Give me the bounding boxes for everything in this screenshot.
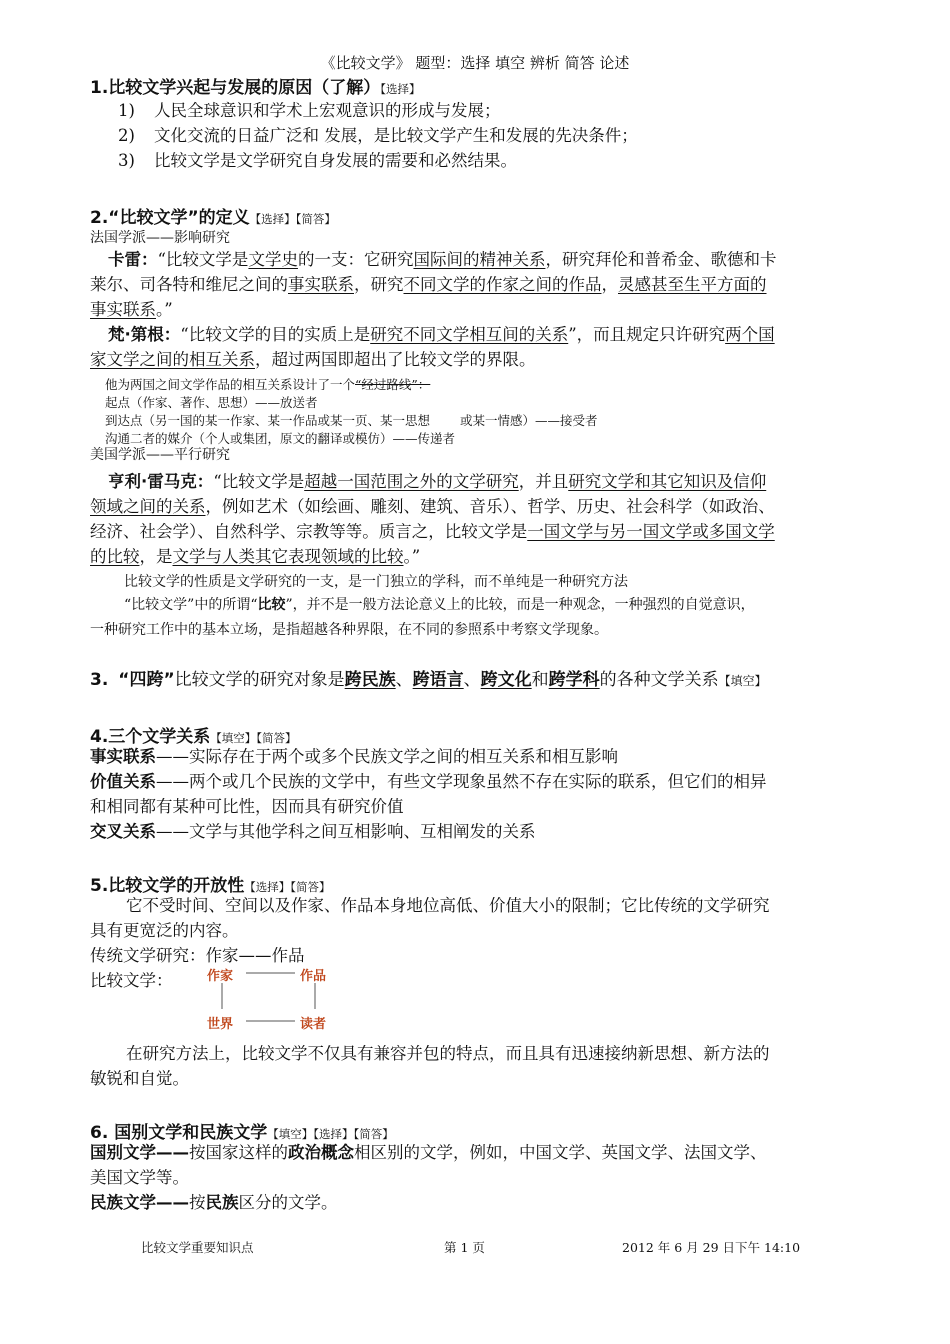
keyword: 跨文化 bbox=[480, 670, 532, 690]
method-line-2: 敏锐和自觉。 bbox=[90, 1069, 189, 1088]
underlined-text: 两个国 bbox=[725, 325, 775, 344]
underlined-text: 一国文学与另一国文学或多国文学 bbox=[527, 522, 775, 541]
relation-term: 交叉关系 bbox=[90, 822, 156, 841]
text-run: “比较文学是 bbox=[157, 250, 249, 269]
list-item bbox=[118, 98, 501, 123]
list-item-text: 文化交流的日益广泛和 发展，是比较文学产生和发展的先决条件； bbox=[154, 126, 638, 145]
route-start: 起点（作家、著作、思想）——放送者 bbox=[105, 395, 318, 410]
bold-text: 民族 bbox=[205, 1193, 239, 1212]
traditional-study: 传统文学研究：作家——作品 bbox=[90, 946, 305, 965]
comparative-study-label: 比较文学： bbox=[90, 971, 173, 990]
remak-name: 亨利·雷马克： bbox=[108, 472, 214, 491]
text-run: 经济、社会学）、自然科学、宗教等等。质言之，比较文学是 bbox=[90, 522, 528, 541]
footer-timestamp: 2012 年 6 月 29 日下午 14:10 bbox=[622, 1240, 801, 1255]
underlined-text: 研究文学和其它知识及信仰 bbox=[568, 472, 767, 491]
term: 国别文学—— bbox=[90, 1143, 189, 1162]
nature-statement: 比较文学的性质是文学研究的一支，是一门独立的学科，而不单纯是一种研究方法 bbox=[124, 574, 628, 590]
section-4-tag: 【填空】【简答】 bbox=[210, 731, 297, 745]
relation-value-cont: 和相同都有某种可比性，因而具有研究价值 bbox=[90, 797, 404, 816]
document-title: 《比较文学》 题型：选择 填空 辨析 简答 论述 bbox=[320, 54, 630, 72]
tieghem-definition-line-1 bbox=[108, 322, 775, 347]
text-run: 区分的文学。 bbox=[238, 1193, 338, 1212]
list-item-text: 比较文学是文学研究自身发展的需要和必然结果。 bbox=[154, 151, 517, 170]
carre-definition-line-2 bbox=[90, 272, 767, 297]
ethnic-literature-line bbox=[90, 1190, 338, 1215]
section-5-tag: 【选择】【简答】 bbox=[244, 880, 331, 894]
national-literature-line-1 bbox=[90, 1140, 767, 1165]
text-run: ，并且 bbox=[518, 472, 569, 491]
text-run: 他为两国之间文学作品的相互关系设计了一个 bbox=[105, 377, 356, 392]
remak-definition-line-3 bbox=[90, 519, 775, 544]
text-run: ”，并不是一般方法论意义上的比较，而是一种观念，一种强烈的自觉意识， bbox=[285, 597, 755, 613]
term: 民族文学—— bbox=[90, 1193, 189, 1212]
diagram-node-reader: 读者 bbox=[300, 1017, 327, 1032]
carre-name: 卡雷： bbox=[108, 250, 158, 269]
section-1-title: 1.比较文学兴起与发展的原因（了解） bbox=[90, 78, 381, 98]
text-run: “比较文学的目的实质上是 bbox=[180, 325, 371, 344]
section-4-title: 4.三个文学关系 bbox=[90, 727, 211, 747]
list-item-number: 3) bbox=[118, 151, 135, 170]
text-run: 、 bbox=[395, 670, 413, 690]
text-run: ，超过两国即超出了比较文学的界限。 bbox=[255, 350, 536, 369]
section-2-heading bbox=[90, 203, 336, 228]
remak-definition-line-2 bbox=[90, 494, 775, 519]
section-2-title: 2.“比较文学”的定义 bbox=[90, 208, 250, 228]
bold-text: 比较 bbox=[257, 597, 286, 613]
section-5-title: 5.比较文学的开放性 bbox=[90, 876, 245, 896]
relation-text: ——文学与其他学科之间互相影响、互相阐发的关系 bbox=[156, 822, 536, 841]
diagram-node-world: 世界 bbox=[207, 1017, 234, 1032]
diagram-connectors bbox=[200, 963, 350, 1033]
underlined-text: 灵感甚至生平方面的 bbox=[618, 275, 767, 294]
underlined-text: 的比较 bbox=[90, 547, 140, 566]
underlined-text: 家文学之间的相互关系 bbox=[90, 350, 255, 369]
underlined-text: 领域之间的关系 bbox=[90, 497, 206, 516]
diagram-node-author: 作家 bbox=[207, 969, 234, 984]
relation-text: ——两个或几个民族的文学中，有些文学现象虽然不存在实际的联系，但它们的相异 bbox=[156, 772, 767, 791]
national-literature-line-2: 美国文学等。 bbox=[90, 1168, 189, 1187]
comparison-line-1 bbox=[124, 597, 755, 614]
text-run: 、 bbox=[463, 670, 481, 690]
underlined-text: 事实联系 bbox=[90, 300, 156, 319]
diagram-node-work: 作品 bbox=[300, 969, 327, 984]
underlined-text: 研究不同文学相互间的关系 bbox=[370, 325, 569, 344]
text-run: 到达点（另一国的某一作家、某一作品或某一页、某一思想 bbox=[105, 413, 431, 428]
text-run: ，研究拜伦和普希金、歌德和卡 bbox=[545, 250, 777, 269]
carre-definition-line-3 bbox=[90, 297, 173, 322]
relation-term: 事实联系 bbox=[90, 747, 156, 766]
underlined-text: 不同文学的作家之间的作品 bbox=[403, 275, 602, 294]
text-run: 按国家这样的 bbox=[189, 1143, 288, 1162]
text-run: 的一支：它研究 bbox=[297, 250, 414, 269]
text-run: “比较文学是 bbox=[213, 472, 305, 491]
relation-text: ——实际存在于两个或多个民族文学之间的相互关系和相互影响 bbox=[156, 747, 618, 766]
section-3-term: “四跨” bbox=[118, 670, 175, 690]
underlined-text: 文学与人类其它表现领域的比较 bbox=[172, 547, 404, 566]
american-school-label: 美国学派——平行研究 bbox=[90, 447, 230, 463]
comparison-line-2: 一种研究工作中的基本立场，是指超越各种界限，在不同的参照系中考察文学现象。 bbox=[90, 622, 608, 638]
list-item-text: 人民全球意识和学术上宏观意识的形成与发展； bbox=[154, 101, 501, 120]
carre-definition-line-1 bbox=[108, 247, 776, 272]
remak-definition-line-1 bbox=[108, 469, 766, 494]
section-6-tag: 【填空】【选择】【简答】 bbox=[267, 1127, 394, 1141]
remak-definition-line-4 bbox=[90, 544, 420, 569]
bold-text: 政治概念 bbox=[288, 1143, 354, 1162]
french-school-label: 法国学派——影响研究 bbox=[90, 230, 230, 246]
section-2-tag: 【选择】【简答】 bbox=[249, 212, 336, 226]
text-run: 比较文学的研究对象是 bbox=[174, 670, 345, 690]
method-line-1: 在研究方法上，比较文学不仅具有兼容并包的特点，而且具有迅速接纳新思想、新方法的 bbox=[126, 1044, 770, 1063]
relation-diagram bbox=[200, 963, 350, 1033]
list-item bbox=[118, 123, 638, 148]
section-3-number: 3. bbox=[90, 670, 109, 690]
text-run: “比较文学”中的所谓“ bbox=[124, 597, 258, 613]
relation-term: 价值关系 bbox=[90, 772, 156, 791]
footer-left: 比较文学重要知识点 bbox=[141, 1240, 254, 1255]
underlined-text: 超越一国范围之外的文学研究 bbox=[304, 472, 519, 491]
tieghem-name: 梵·第根： bbox=[108, 325, 181, 344]
underlined-text: “经过路线”： bbox=[355, 377, 431, 392]
route-arrival bbox=[105, 412, 598, 429]
section-3-line bbox=[90, 668, 767, 694]
relation-value bbox=[90, 769, 767, 794]
text-run: 和 bbox=[531, 670, 549, 690]
keyword: 跨民族 bbox=[344, 670, 396, 690]
text-run: 的各种文学关系 bbox=[599, 670, 719, 690]
section-3-tag: 【填空】 bbox=[718, 674, 767, 688]
text-run: 相区别的文学，例如，中国文学、英国文学、法国文学、 bbox=[354, 1143, 767, 1162]
list-item-number: 1) bbox=[118, 101, 135, 120]
route-intro bbox=[105, 376, 430, 393]
section-1-heading bbox=[90, 73, 421, 98]
openness-line-1: 它不受时间、空间以及作家、作品本身地位高低、价值大小的限制；它比传统的文学研究 bbox=[126, 896, 770, 915]
text-run: 按 bbox=[189, 1193, 206, 1212]
list-item-number: 2) bbox=[118, 126, 135, 145]
section-1-tag: 【选择】 bbox=[380, 82, 421, 96]
text-run: 。” bbox=[403, 547, 421, 566]
footer-page-number: 第 1 页 bbox=[444, 1240, 485, 1255]
route-medium: 沟通二者的媒介（个人或集团，原文的翻译或模仿）——传递者 bbox=[105, 431, 456, 446]
text-run: ，例如艺术（如绘画、雕刻、建筑、音乐）、哲学、历史、社会科学（如政治、 bbox=[205, 497, 775, 516]
list-item bbox=[118, 148, 517, 173]
text-run: 或某一情感）——接受者 bbox=[460, 413, 598, 428]
text-run: ”，而且规定只许研究 bbox=[568, 325, 726, 344]
text-run: 。” bbox=[156, 300, 173, 319]
text-run: ，研究 bbox=[354, 275, 404, 294]
section-6-title: 6. 国别文学和民族文学 bbox=[90, 1123, 268, 1143]
keyword: 跨语言 bbox=[412, 670, 464, 690]
relation-cross bbox=[90, 819, 536, 844]
tieghem-definition-line-2 bbox=[90, 347, 536, 372]
openness-line-2: 具有更宽泛的内容。 bbox=[90, 921, 239, 940]
underlined-text: 事实联系 bbox=[288, 275, 354, 294]
text-run: ，是 bbox=[139, 547, 173, 566]
text-run: ， bbox=[601, 275, 618, 294]
text-run: 莱尔、司各特和维尼之间的 bbox=[90, 275, 288, 294]
underlined-text: 国际间的精神关系 bbox=[413, 250, 546, 269]
keyword: 跨学科 bbox=[548, 670, 600, 690]
underlined-text: 文学史 bbox=[248, 250, 298, 269]
relation-fact bbox=[90, 744, 618, 769]
